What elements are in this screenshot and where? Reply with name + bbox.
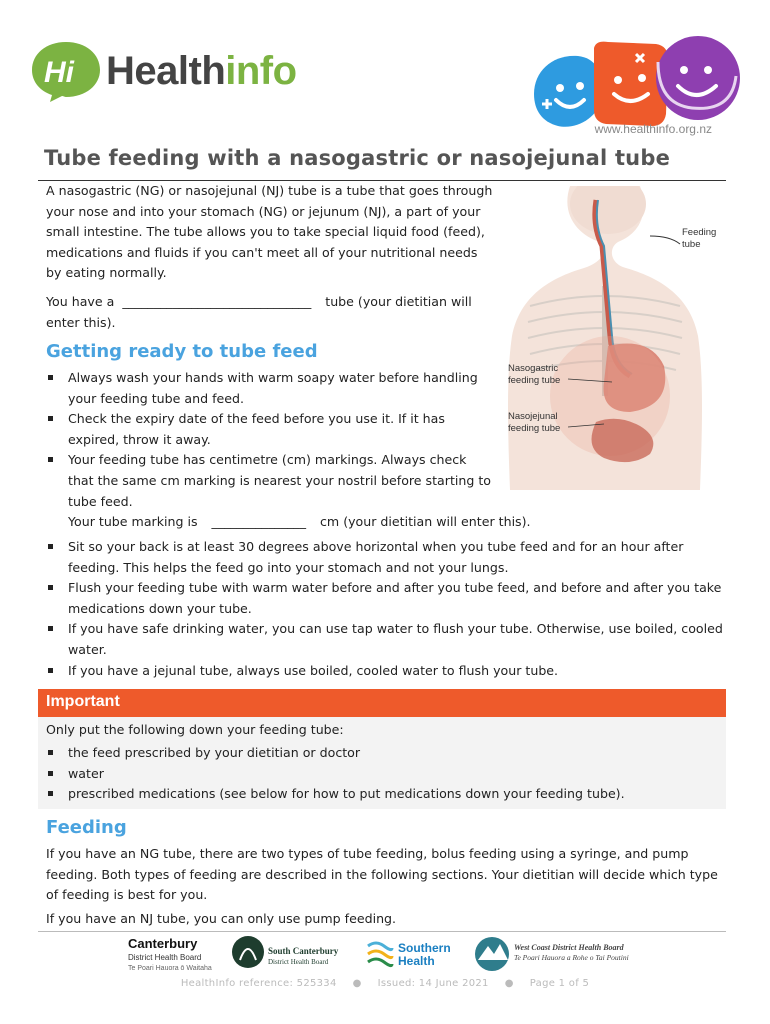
tube-type-suffix: tube (your dietitian will enter this). <box>46 294 472 330</box>
list-item: Your feeding tube has centimetre (cm) markings. Always check that the same cm marking is nearest your nostril before starting to tube feed. <box>46 450 496 512</box>
list-item: Sit so your back is at least 30 degrees above horizontal when you tube feed and for an hour after feeding. This helps the feed go into your stomach and not your lungs. <box>46 537 726 578</box>
list-item: the feed prescribed by your dietitian or doctor <box>46 743 716 764</box>
important-header <box>38 689 726 717</box>
page-title: Tube feeding with a nasogastric or nasojejunal tube <box>44 146 671 170</box>
hi-speech-bubble-icon <box>30 40 102 102</box>
list-item: Flush your feeding tube with warm water before and after you tube feed, and before and after you take medications down your tube. <box>46 578 726 619</box>
southern-health-logo <box>368 941 451 968</box>
southern-name-1: Southern <box>398 941 451 955</box>
page-header <box>0 0 770 150</box>
feeding-paragraph-2: If you have an NJ tube, you can only use pump feeding. <box>46 911 397 926</box>
label-nasogastric-1: Nasogastric <box>508 363 559 374</box>
south-canterbury-sub: District Health Board <box>268 958 329 966</box>
issued-date: Issued: 14 June 2021 <box>377 978 489 989</box>
tube-marking-blank: _______________ <box>211 514 306 529</box>
tube-type-blank: ______________________________ <box>122 294 312 309</box>
west-coast-dhb-logo <box>475 937 629 971</box>
tube-marking-line <box>46 512 531 533</box>
west-coast-name: West Coast District Health Board <box>514 943 624 952</box>
important-text: Only put the following down your feeding tube: <box>46 722 344 737</box>
separator-dot-icon: ● <box>352 978 362 989</box>
south-canterbury-dhb-logo <box>232 936 339 968</box>
canterbury-dhb-logo <box>128 936 212 972</box>
feeding-tube-anatomy-diagram <box>500 186 730 490</box>
south-canterbury-name: South Canterbury <box>268 946 339 956</box>
list-item: Check the expiry date of the feed before you use it. If it has expired, throw it away. <box>46 409 496 450</box>
feeding-paragraph-1: If you have an NG tube, there are two types of tube feeding, bolus feeding using a syringe, and pump feeding. Both types of feeding are described in the following sections. Your dietitian will decide which type of feeding is best for you. <box>46 846 718 903</box>
southern-name-2: Health <box>398 954 435 968</box>
getting-ready-list-b <box>46 537 726 681</box>
important-heading: Important <box>46 693 120 710</box>
list-item: If you have a jejunal tube, always use boiled, cooled water to flush your tube. <box>46 661 726 682</box>
canterbury-maori: Te Poari Hauora ō Waitaha <box>128 965 212 972</box>
label-nasojejunal-1: Nasojejunal <box>508 411 558 422</box>
canterbury-name: Canterbury <box>128 936 198 951</box>
tube-marking-prefix: Your tube marking is <box>68 514 198 529</box>
label-nasojejunal-2: feeding tube <box>508 423 561 434</box>
healthinfo-logo[interactable] <box>30 40 297 102</box>
smiley-faces-graphic <box>532 34 744 134</box>
page-number: Page 1 of 5 <box>529 978 590 989</box>
label-nasogastric-2: feeding tube <box>508 375 561 386</box>
logo-text: Healthinfo <box>106 48 297 93</box>
heading-feeding: Feeding <box>46 817 127 838</box>
reference-number: HealthInfo reference: 525334 <box>180 978 337 989</box>
label-feeding-tube-1: Feeding <box>682 227 717 238</box>
list-item: If you have safe drinking water, you can use tap water to flush your tube. Otherwise, use boiled, cooled water. <box>46 619 726 660</box>
list-item: water <box>46 764 716 785</box>
tube-marking-suffix: cm (your dietitian will enter this). <box>320 514 531 529</box>
dhb-logos-strip <box>0 934 770 978</box>
tube-type-prefix: You have a <box>46 294 115 309</box>
site-url[interactable]: www.healthinfo.org.nz <box>594 122 712 136</box>
canterbury-sub: District Health Board <box>128 953 202 962</box>
svg-text:Hi: Hi <box>44 56 74 89</box>
separator-dot-icon: ● <box>504 978 514 989</box>
heading-getting-ready: Getting ready to tube feed <box>46 341 318 362</box>
intro-paragraph: A nasogastric (NG) or nasojejunal (NJ) tube is a tube that goes through your nose and into your stomach (NG) or jejunum (NJ), a part of your small intestine. The tube allows you to take special liquid food (feed), medications and fluids if you can't meet all of your nutritional needs by eating normally. <box>46 183 493 281</box>
list-item: prescribed medications (see below for how to put medications down your feeding tube). <box>46 784 716 805</box>
list-item: Always wash your hands with warm soapy water before handling your feeding tube and feed. <box>46 368 496 409</box>
footer-divider <box>38 931 726 932</box>
important-list <box>46 743 716 805</box>
getting-ready-list-a <box>46 368 496 512</box>
tube-type-paragraph <box>46 292 496 333</box>
footer-meta <box>0 978 770 989</box>
west-coast-maori: Te Poari Hauora a Rohe o Tai Poutini <box>514 953 629 962</box>
label-feeding-tube-2: tube <box>682 239 701 250</box>
